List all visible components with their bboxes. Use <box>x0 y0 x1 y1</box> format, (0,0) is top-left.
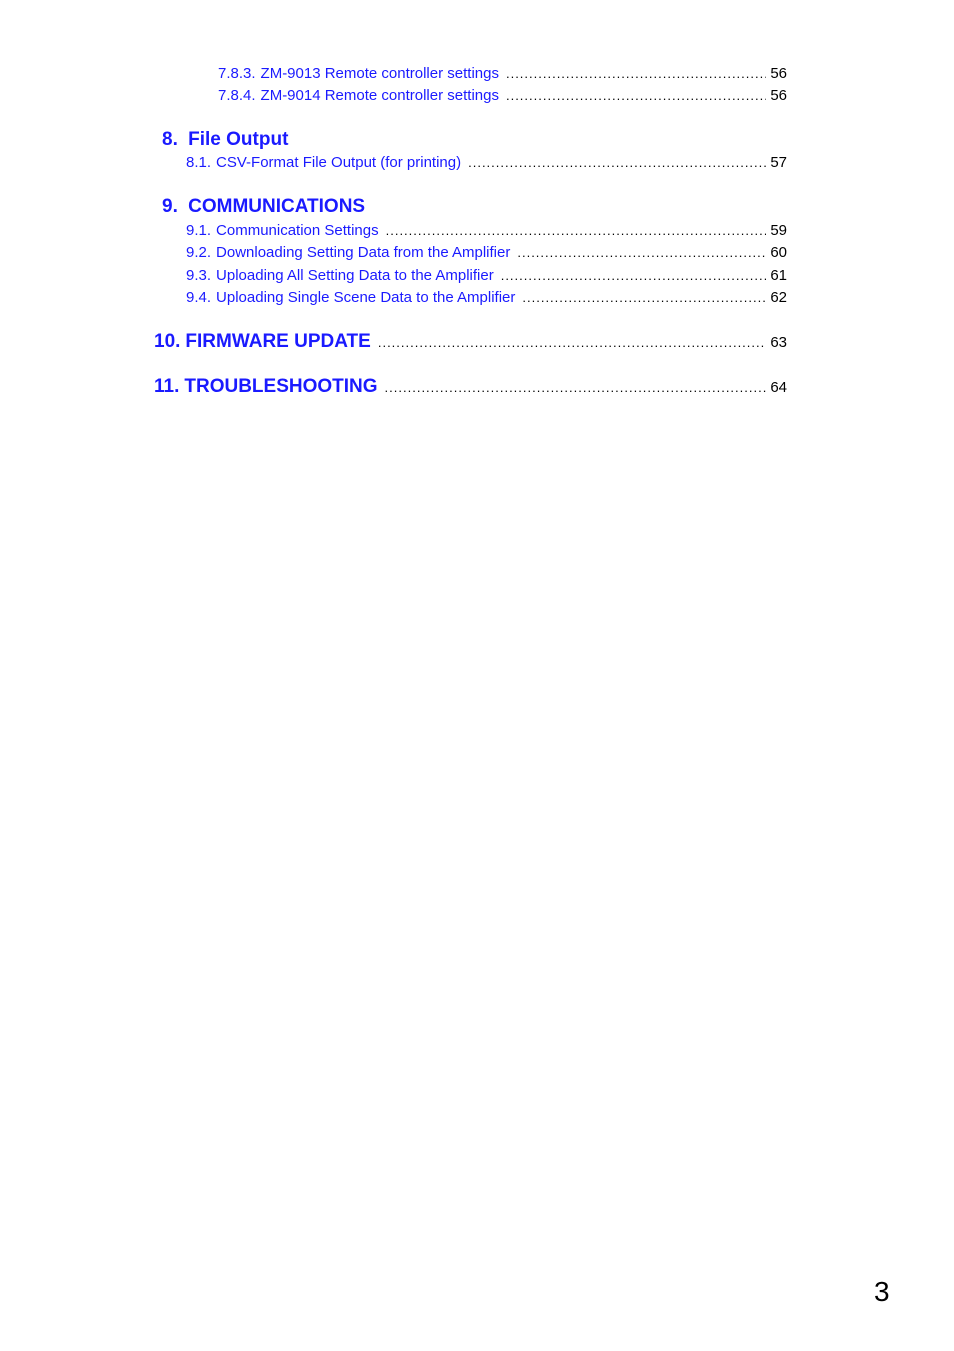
entry-page: 61 <box>770 267 787 284</box>
dot-leader <box>378 335 766 350</box>
entry-number: 7.8.3. <box>218 65 256 82</box>
toc-entry-9-2[interactable] <box>186 244 787 261</box>
toc-heading-file-output[interactable] <box>162 129 288 151</box>
page-number: 3 <box>874 1276 890 1307</box>
entry-label: ZM-9013 Remote controller settings <box>260 65 499 82</box>
entry-label: Communication Settings <box>216 222 379 239</box>
toc-heading-communications[interactable] <box>162 196 365 218</box>
toc-entry-9-3[interactable] <box>186 267 787 284</box>
chapter-page: 64 <box>770 379 787 396</box>
entry-page: 62 <box>770 289 787 306</box>
toc-entry-8-1[interactable] <box>186 154 787 171</box>
entry-number: 9.4. <box>186 289 212 306</box>
entry-number: 7.8.4. <box>218 87 256 104</box>
entry-label: Uploading All Setting Data to the Amplifier <box>216 267 494 284</box>
chapter-number: 11. <box>154 376 180 397</box>
entry-label: CSV-Format File Output (for printing) <box>216 154 462 171</box>
entry-number: 9.2. <box>186 244 212 261</box>
toc-entry-7-8-4[interactable] <box>218 87 787 104</box>
toc-entry-9-1[interactable] <box>186 222 787 239</box>
chapter-number: 10. <box>154 331 181 352</box>
dot-leader <box>468 155 766 170</box>
chapter-page: 63 <box>770 334 787 351</box>
dot-leader <box>385 380 767 395</box>
entry-page: 57 <box>770 154 787 171</box>
dot-leader <box>386 223 767 238</box>
entry-page: 56 <box>770 87 787 104</box>
toc-entry-9-4[interactable] <box>186 289 787 306</box>
dot-leader <box>501 268 767 283</box>
toc-entry-7-8-3[interactable] <box>218 65 787 82</box>
entry-page: 60 <box>770 244 787 261</box>
entry-page: 59 <box>770 222 787 239</box>
entry-number: 8.1. <box>186 154 212 171</box>
heading-number: 8. <box>162 129 178 150</box>
dot-leader <box>506 66 766 81</box>
dot-leader <box>522 290 766 305</box>
entry-label: Uploading Single Scene Data to the Amplifier <box>216 289 516 306</box>
chapter-title: TROUBLESHOOTING <box>184 376 378 397</box>
toc-chapter-troubleshooting[interactable] <box>154 376 787 398</box>
dot-leader <box>517 245 766 260</box>
entry-number: 9.1. <box>186 222 212 239</box>
toc-chapter-firmware-update[interactable] <box>154 331 787 353</box>
entry-label: ZM-9014 Remote controller settings <box>260 87 499 104</box>
heading-number: 9. <box>162 196 178 217</box>
heading-title: COMMUNICATIONS <box>188 196 366 217</box>
entry-page: 56 <box>770 65 787 82</box>
entry-number: 9.3. <box>186 267 212 284</box>
dot-leader <box>506 88 766 103</box>
chapter-title: FIRMWARE UPDATE <box>185 331 371 352</box>
heading-title: File Output <box>188 129 289 150</box>
entry-label: Downloading Setting Data from the Amplifier <box>216 244 511 261</box>
